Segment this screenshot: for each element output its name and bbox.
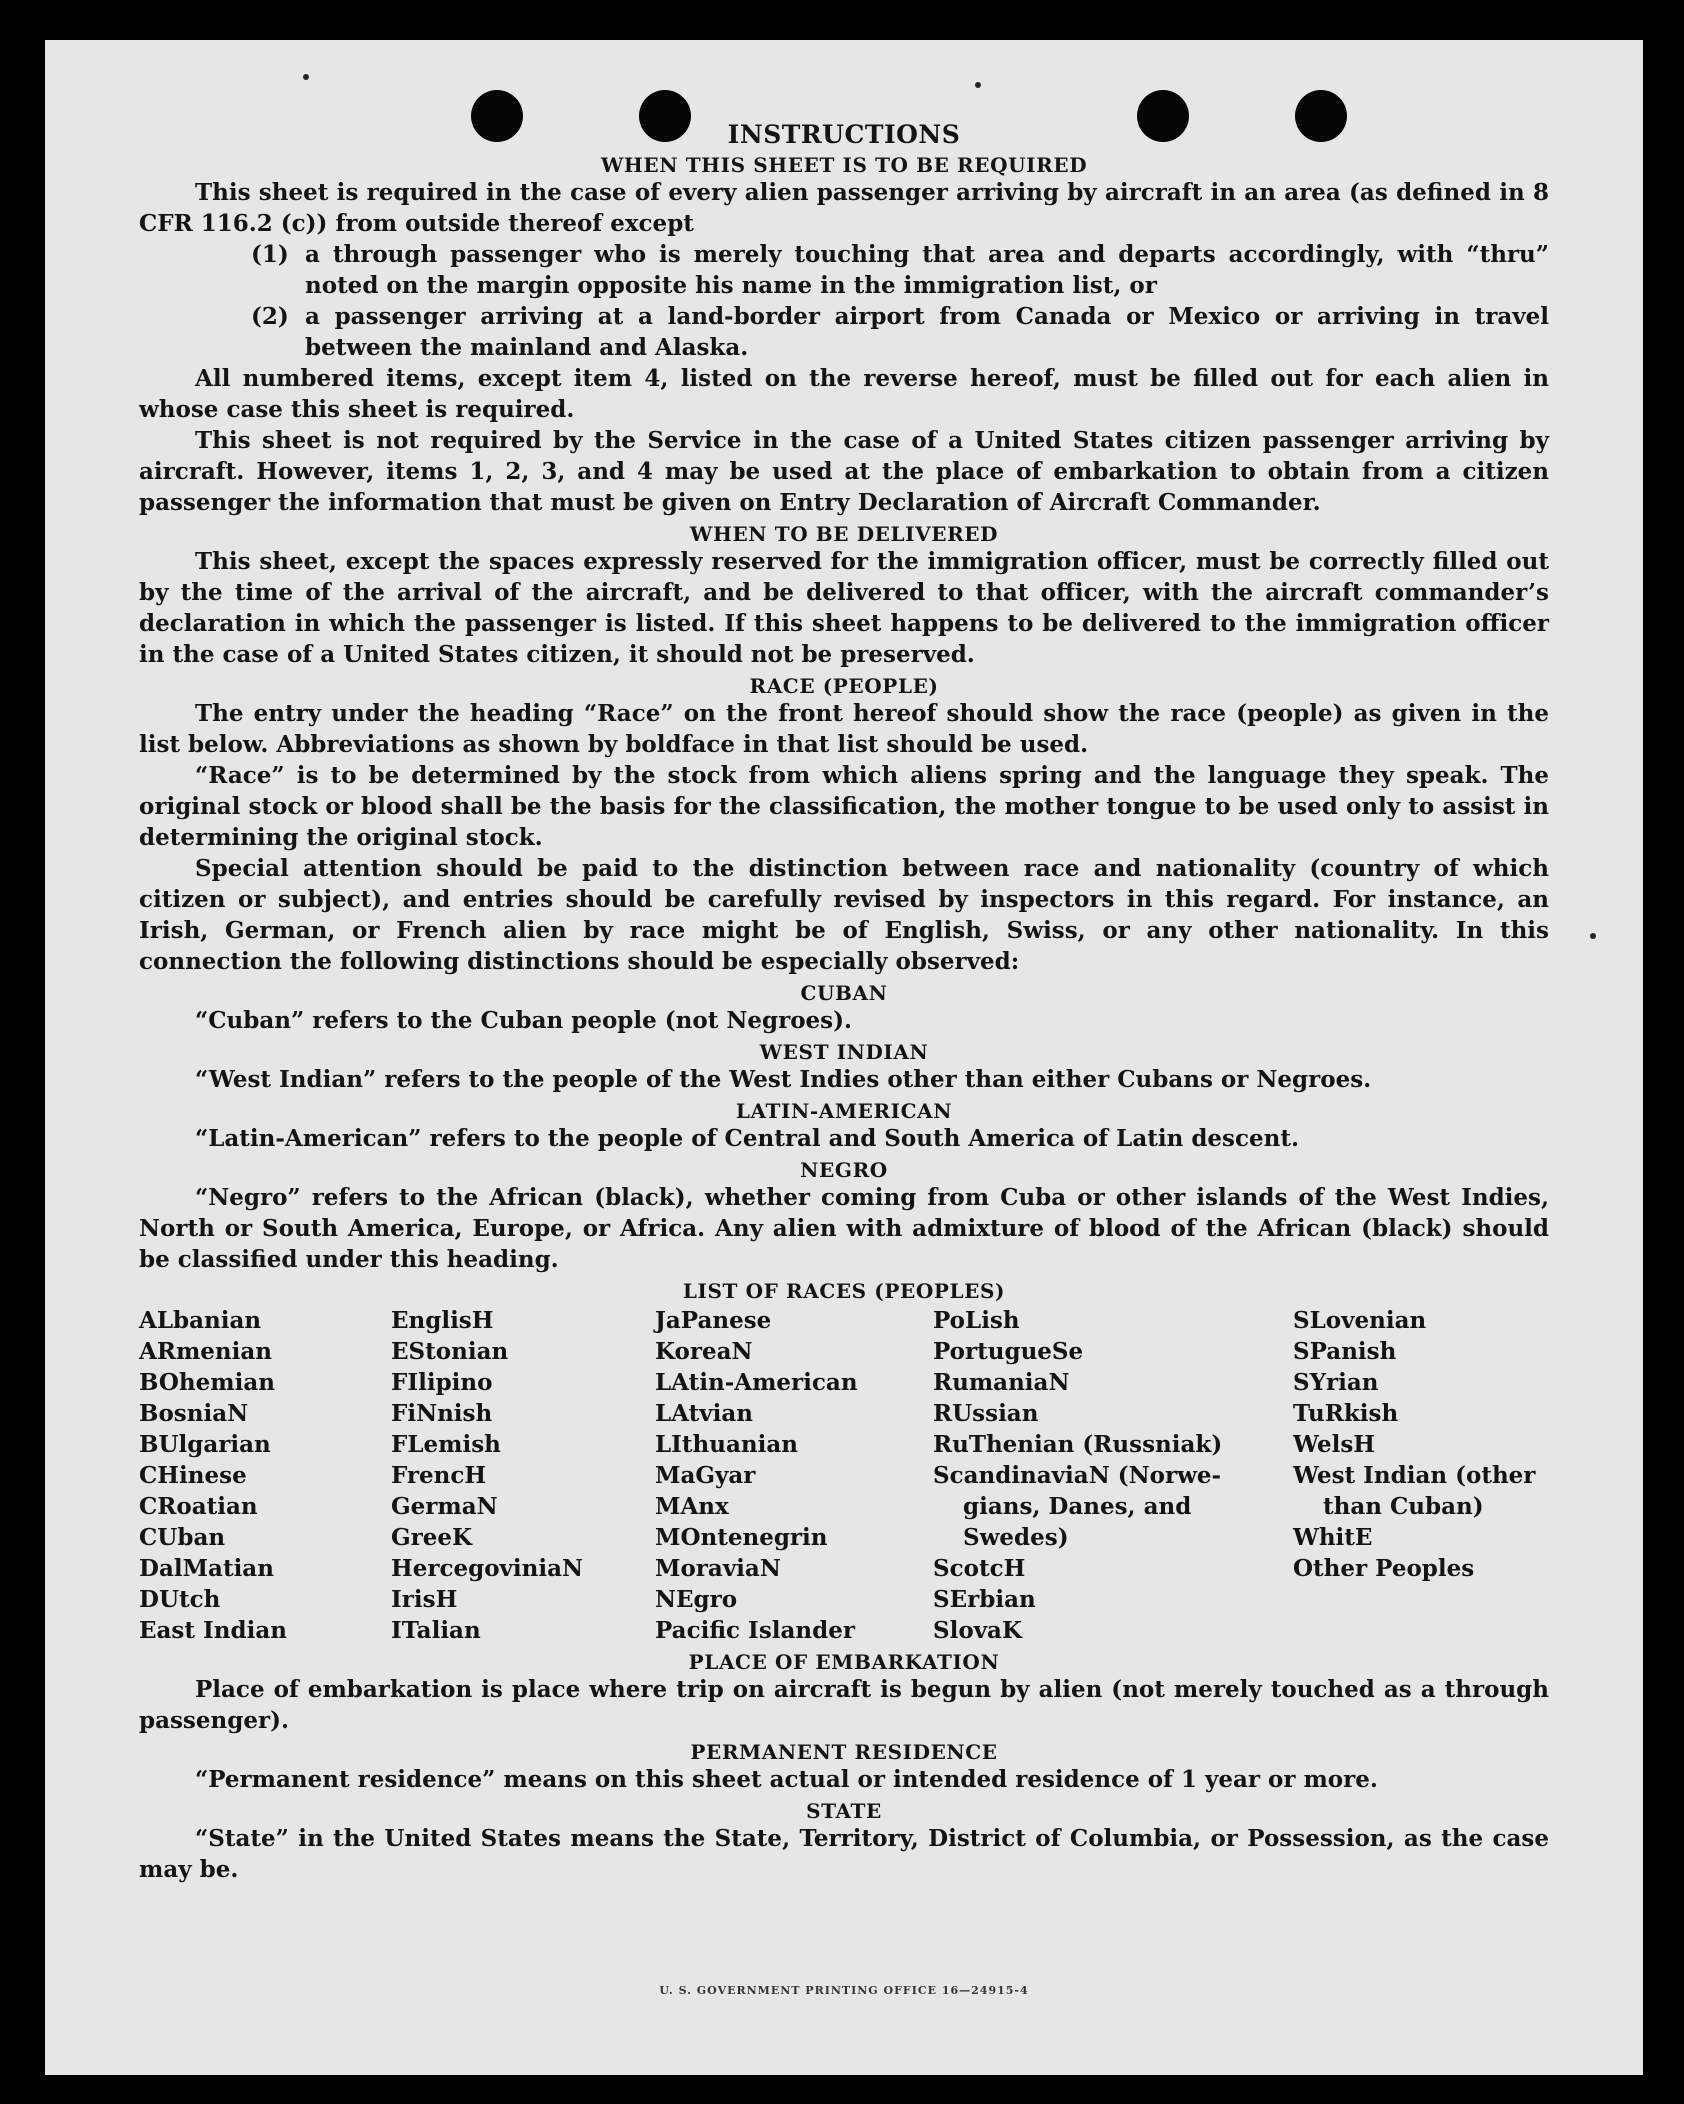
race-column	[655, 1305, 933, 1646]
race-entry: CUban	[139, 1524, 226, 1551]
race-entry: EnglisH	[391, 1307, 494, 1334]
paragraph: Place of embarkation is place where trip on aircraft is begun by alien (not merely touched as a through passenger).	[139, 1676, 1549, 1734]
numbered-item	[251, 239, 1549, 301]
race-column	[391, 1305, 655, 1646]
paragraph: The entry under the heading “Race” on the front hereof should show the race (people) as given in the list below. Abbreviations as shown by boldface in that list should be used.	[139, 700, 1549, 758]
race-entry: EStonian	[391, 1338, 509, 1365]
race-entry: ScotcH	[933, 1555, 1026, 1582]
race-entry: FrencH	[391, 1462, 487, 1489]
section-heading: CUBAN	[800, 981, 888, 1005]
race-column	[1293, 1305, 1549, 1646]
race-list	[139, 1305, 1549, 1646]
race-entry: East Indian	[139, 1617, 287, 1644]
paragraph: Special attention should be paid to the distinction between race and nationality (country of which citizen or subject), and entries should be carefully revised by inspectors in this regard. For instance, an Irish, German, or French alien by race might be of English, Swiss, or any other nationality. In this connection the following distinctions should be especially observed:	[139, 855, 1549, 975]
speck	[975, 82, 981, 88]
race-entry: BOhemian	[139, 1369, 275, 1396]
item-number: (2)	[251, 303, 289, 330]
section-heading: PLACE OF EMBARKATION	[688, 1650, 1000, 1674]
race-entry: MAnx	[655, 1493, 729, 1520]
race-entry: HercegoviniaN	[391, 1555, 584, 1582]
section-heading: NEGRO	[800, 1158, 888, 1182]
race-entry: MoraviaN	[655, 1555, 781, 1582]
race-column	[139, 1305, 391, 1646]
paragraph: “State” in the United States means the State, Territory, District of Columbia, or Possession, as the case may be.	[139, 1825, 1549, 1883]
race-entry: GermaN	[391, 1493, 498, 1520]
section-heading: WHEN THIS SHEET IS TO BE REQUIRED	[600, 153, 1088, 177]
race-column	[933, 1305, 1293, 1646]
printer-imprint: U. S. GOVERNMENT PRINTING OFFICE 16—24915-4	[659, 1984, 1029, 1997]
race-entry: WhitE	[1293, 1524, 1373, 1551]
race-entry: BosniaN	[139, 1400, 249, 1427]
race-entry: RUssian	[933, 1400, 1039, 1427]
section-heading: RACE (PEOPLE)	[749, 674, 939, 698]
race-entry: KoreaN	[655, 1338, 753, 1365]
race-entry: RumaniaN	[933, 1369, 1070, 1396]
item-text: a passenger arriving at a land-border airport from Canada or Mexico or arriving in travel between the mainland and Alaska.	[305, 303, 1549, 361]
race-entry: JaPanese	[655, 1307, 772, 1334]
race-entry: SYrian	[1293, 1369, 1379, 1396]
race-entry: SPanish	[1293, 1338, 1397, 1365]
race-entry: CHinese	[139, 1462, 247, 1489]
race-entry: ALbanian	[139, 1307, 262, 1334]
paragraph: “Negro” refers to the African (black), whether coming from Cuba or other islands of the West Indies, North or South America, Europe, or Africa. Any alien with admixture of blood of the African (black) should be classified under this heading.	[139, 1184, 1549, 1273]
paragraph: This sheet is not required by the Service in the case of a United States citizen passenger arriving by aircraft. However, items 1, 2, 3, and 4 may be used at the place of embarkation to obtain from a citizen passenger the information that must be given on Entry Declaration of Aircraft Commander.	[139, 427, 1549, 516]
paragraph: “Cuban” refers to the Cuban people (not Negroes).	[195, 1007, 853, 1034]
paragraph: “West Indian” refers to the people of the West Indies other than either Cubans or Negroes.	[195, 1066, 1372, 1093]
paragraph: All numbered items, except item 4, listed on the reverse hereof, must be filled out for each alien in whose case this sheet is required.	[139, 365, 1549, 423]
race-entry: PoLish	[933, 1307, 1020, 1334]
race-entry: CRoatian	[139, 1493, 258, 1520]
race-entry: ITalian	[391, 1617, 481, 1644]
item-text: a through passenger who is merely touching that area and departs accordingly, with “thru” noted on the margin opposite his name in the immigration list, or	[305, 241, 1549, 299]
page-title: INSTRUCTIONS	[727, 120, 961, 149]
speck	[1590, 933, 1596, 939]
race-entry: SlovaK	[933, 1617, 1022, 1644]
paragraph: “Race” is to be determined by the stock from which aliens spring and the language they speak. The original stock or blood shall be the basis for the classification, the mother tongue to be used only to assist in determining the original stock.	[139, 762, 1549, 851]
race-entry: LAtvian	[655, 1400, 753, 1427]
instructions-body	[139, 120, 1549, 1885]
paragraph: This sheet, except the spaces expressly reserved for the immigration officer, must be correctly filled out by the time of the arrival of the aircraft, and be delivered to that officer, with the aircraft commander’s declaration in which the passenger is listed. If this sheet happens to be delivered to the immigration officer in the case of a United States citizen, it should not be preserved.	[139, 548, 1549, 668]
item-number: (1)	[251, 241, 289, 268]
race-entry: PortugueSe	[933, 1338, 1084, 1365]
race-entry: TuRkish	[1293, 1400, 1399, 1427]
race-entry: SLovenian	[1293, 1307, 1427, 1334]
race-entry: FLemish	[391, 1431, 501, 1458]
race-entry: ScandinaviaN (Norwe-	[933, 1462, 1222, 1489]
section-heading: PERMANENT RESIDENCE	[690, 1740, 998, 1764]
section-heading: LATIN-AMERICAN	[735, 1099, 953, 1123]
race-entry: West Indian (other	[1293, 1462, 1536, 1489]
section-heading: LIST OF RACES (PEOPLES)	[682, 1279, 1006, 1303]
race-entry: NEgro	[655, 1586, 738, 1613]
race-entry: ARmenian	[139, 1338, 273, 1365]
race-entry: IrisH	[391, 1586, 458, 1613]
paragraph: This sheet is required in the case of every alien passenger arriving by aircraft in an area (as defined in 8 CFR 116.2 (c)) from outside thereof except	[139, 179, 1549, 237]
race-entry: RuThenian (Russniak)	[933, 1431, 1223, 1458]
race-entry: SErbian	[933, 1586, 1036, 1613]
race-entry: FiNnish	[391, 1400, 493, 1427]
document-sheet	[45, 40, 1643, 2075]
race-entry: BUlgarian	[139, 1431, 271, 1458]
race-entry: WelsH	[1293, 1431, 1376, 1458]
race-entry: Other Peoples	[1293, 1555, 1475, 1582]
race-entry: LIthuanian	[655, 1431, 798, 1458]
race-entry: DalMatian	[139, 1555, 274, 1582]
race-entry: Pacific Islander	[655, 1617, 855, 1644]
race-entry: gians, Danes, and	[963, 1493, 1192, 1520]
race-entry: Swedes)	[963, 1524, 1069, 1551]
race-entry: GreeK	[391, 1524, 473, 1551]
section-heading: WEST INDIAN	[759, 1040, 929, 1064]
race-entry: MaGyar	[655, 1462, 756, 1489]
paragraph: “Latin-American” refers to the people of Central and South America of Latin descent.	[195, 1125, 1299, 1152]
section-heading: WHEN TO BE DELIVERED	[689, 522, 999, 546]
numbered-item	[251, 301, 1549, 363]
paragraph: “Permanent residence” means on this sheet actual or intended residence of 1 year or more.	[195, 1766, 1378, 1793]
race-entry: MOntenegrin	[655, 1524, 828, 1551]
race-entry: LAtin-American	[655, 1369, 858, 1396]
race-entry: FIlipino	[391, 1369, 493, 1396]
section-heading: STATE	[806, 1799, 882, 1823]
race-entry: DUtch	[139, 1586, 221, 1613]
race-entry: than Cuban)	[1323, 1493, 1484, 1520]
speck	[303, 74, 309, 80]
